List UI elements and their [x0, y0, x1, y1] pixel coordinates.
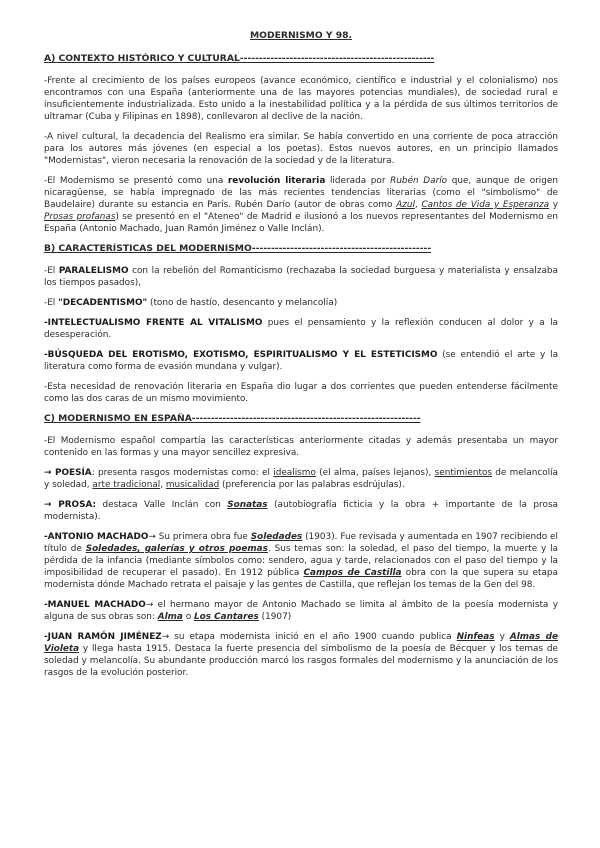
work-title-sonatas: Sonatas — [227, 500, 268, 510]
paragraph-b3: -INTELECTUALISMO FRENTE AL VITALISMO pues el pensamiento y la reflexión conducen al dolor y a la desesperación. — [44, 318, 558, 340]
work-title-soledades: Soledades — [250, 532, 303, 542]
work-title-ninfeas: Ninfeas — [456, 632, 495, 642]
work-title-cantos: Cantos de Vida y Esperanza — [421, 200, 550, 210]
paragraph-antonio-machado: -ANTONIO MACHADO→ Su primera obra fue Soledades (1903). Fue revisada y aumentada en 1907 recibiendo el título de Soledades, galerías y otros poemas. Sus temas son: la soledad, el paso del tiempo, la muerte y la pérdida de la infancia (mediante símbolos como: sendero, agua y tarde, relacionados con el paso del tiempo y la imposibilidad de recuperar el pasado). En 1912 pública Campos de Castilla obra con la que supera su etapa modernista dónde Machado retrata el paisaje y las gentes de Castilla, que reflejan los temas de la Gen del 98. — [44, 532, 558, 590]
paragraph-b5: -Esta necesidad de renovación literaria en España dio lugar a dos corrientes que pueden entenderse fácilmente como las dos caras de un mismo movimiento. — [44, 382, 558, 404]
paragraph-manuel-machado: -MANUEL MACHADO→ el hermano mayor de Antonio Machado se limita al ámbito de la poesía modernista y alguna de sus obras son: Alma o Los Cantares (1907) — [44, 600, 558, 622]
paragraph-a2: -A nivel cultural, la decadencia del Realismo era similar. Se había convertido en una corriente de poca atracción para los autores más jóvenes (en especial a los poetas). Estos nuevos autores, en un principio llamados "Modernistas", vieron necesaria la renovación de la sociedad y de la literatura. — [44, 132, 558, 166]
paragraph-c1: -El Modernismo español compartía las características anteriormente citadas y además presentaba un mayor contenido en las formas y una mayor sencillez expresiva. — [44, 436, 558, 458]
paragraph-b4: -BÚSQUEDA DEL EROTISMO, EXOTISMO, ESPIRITUALISMO Y EL ESTETICISMO (se entendió el arte y la literatura como forma de evasión mundana y vulgar). — [44, 350, 559, 372]
section-heading-c: C) MODERNISMO EN ESPAÑA------------------------------------------------------------ — [44, 413, 421, 424]
section-heading-a: A) CONTEXTO HISTÓRICO Y CULTURAL--------------------------------------------------- — [44, 53, 435, 64]
work-title-almas-violeta: Almas de Violeta — [44, 632, 558, 654]
work-title-azul: Azul — [396, 200, 415, 210]
paragraph-a1: -Frente al crecimiento de los países europeos (avance económico, científico e industrial y el colonialismo) nos encontramos con una España (anteriormente una de las mayores potencias mundiales), de sociedad rural e insuficientemente industrializada. Esto unido a la inestabilidad política y a la pérdida de sus últimos territorios de ultramar (Cuba y Filipinas en 1898), conllevaron al declive de la nación. — [44, 76, 558, 122]
document-title: MODERNISMO Y 98. — [250, 30, 352, 41]
paragraph-juan-ramon: -JUAN RAMÓN JIMÉNEZ→ su etapa modernista inició en el año 1900 cuando publica Ninfeas y Almas de Violeta y llega hasta 1915. Destaca la fuerte presencia del simbolismo de la poesía de Bécquer y los temas de soledad y melancolía. Su abundante producción marcó los rasgos formales del modernismo y la anunciación de los rasgos de la evolución posterior. — [44, 632, 558, 678]
section-heading-b: B) CARACTERÍSTICAS DEL MODERNISMO----------------------------------------------- — [44, 243, 432, 254]
work-title-cantares: Los Cantares — [193, 612, 259, 622]
work-title-prosas: Prosas profanas — [44, 212, 116, 222]
work-title-soledades-galerias: Soledades, galerías y otros poemas — [85, 544, 268, 554]
paragraph-prosa: → PROSA: destaca Valle Inclán con Sonatas (autobiografía ficticia y la obra + importante de la prosa modernista). — [44, 500, 558, 522]
paragraph-b1: -El PARALELISMO con la rebelión del Romanticismo (rechazaba la sociedad burguesa y materialista y ensalzaba los tiempos pasados), — [44, 266, 558, 288]
paragraph-poesia: → POESÍA: presenta rasgos modernistas como: el idealismo (el alma, países lejanos), sentimientos de melancolía y soledad, arte tradicional, musicalidad (preferencia por las palabras esdrújulas). — [44, 468, 558, 490]
paragraph-b2: -El "DECADENTISMO" (tono de hastío, desencanto y melancolía) — [44, 298, 338, 308]
paragraph-a3: -El Modernismo se presentó como una revolución literaria liderada por Rubén Darío que, aunque de origen nicaragüense, se había impregnado de las más recientes tendencias literarias (como el "simbolismo" de Baudelaire) durante su estancia en París. Rubén Darío (autor de obras como Azul, Cantos de Vida y Esperanza y Prosas profanas) se presentó en el "Ateneo" de Madrid e ilusionó a los nuevos representantes del Modernismo en España (Antonio Machado, Juan Ramón Jiménez o Valle Inclán). — [44, 176, 559, 234]
work-title-alma: Alma — [157, 612, 183, 622]
work-title-campos: Campos de Castilla — [303, 568, 402, 578]
